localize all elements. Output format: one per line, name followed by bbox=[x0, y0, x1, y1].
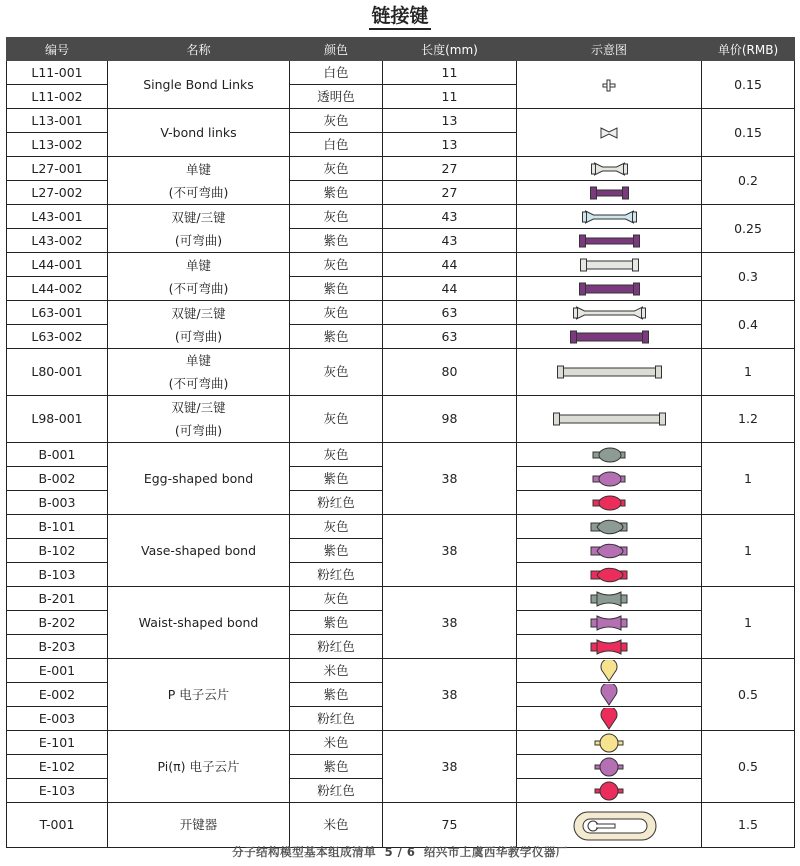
item-color: 白色 bbox=[290, 61, 383, 85]
item-name bbox=[108, 515, 290, 587]
item-length: 38 bbox=[383, 587, 517, 659]
item-diagram bbox=[517, 683, 702, 707]
table-row bbox=[7, 253, 795, 277]
item-length: 98 bbox=[383, 396, 517, 443]
item-code: E-002 bbox=[7, 683, 108, 707]
item-color: 紫色 bbox=[290, 325, 383, 349]
item-code: L27-001 bbox=[7, 157, 108, 181]
item-color: 紫色 bbox=[290, 229, 383, 253]
item-name-line: (可弯曲) bbox=[174, 232, 223, 248]
item-diagram bbox=[517, 325, 702, 349]
item-color: 灰色 bbox=[290, 253, 383, 277]
item-code: L11-002 bbox=[7, 85, 108, 109]
item-length: 27 bbox=[383, 181, 517, 205]
item-code: L44-002 bbox=[7, 277, 108, 301]
item-price: 0.5 bbox=[702, 659, 795, 731]
item-name bbox=[108, 587, 290, 659]
p-orbital-purple-icon bbox=[517, 684, 702, 706]
bond-purple-44-icon bbox=[517, 278, 702, 300]
item-code: E-001 bbox=[7, 659, 108, 683]
item-price: 0.25 bbox=[702, 205, 795, 253]
item-diagram bbox=[517, 181, 702, 205]
item-name-line: 双键/三键 bbox=[171, 305, 226, 321]
item-diagram bbox=[517, 301, 702, 325]
item-color: 灰色 bbox=[290, 205, 383, 229]
item-length: 11 bbox=[383, 61, 517, 85]
item-length: 43 bbox=[383, 229, 517, 253]
item-color: 紫色 bbox=[290, 181, 383, 205]
bond-grey-27-icon bbox=[517, 158, 702, 180]
item-diagram bbox=[517, 61, 702, 109]
item-length: 38 bbox=[383, 443, 517, 515]
waist-bond-grey-icon bbox=[517, 588, 702, 610]
item-color: 灰色 bbox=[290, 109, 383, 133]
item-price: 0.2 bbox=[702, 157, 795, 205]
item-code: L44-001 bbox=[7, 253, 108, 277]
table-row bbox=[7, 109, 795, 133]
item-length: 13 bbox=[383, 133, 517, 157]
egg-bond-purple-icon bbox=[517, 468, 702, 490]
waist-bond-purple-icon bbox=[517, 612, 702, 634]
item-code: B-003 bbox=[7, 491, 108, 515]
vase-bond-pink-icon bbox=[517, 564, 702, 586]
item-length: 44 bbox=[383, 253, 517, 277]
item-code: L13-001 bbox=[7, 109, 108, 133]
item-code: B-103 bbox=[7, 563, 108, 587]
bond-grey-44-icon bbox=[517, 254, 702, 276]
item-name bbox=[108, 443, 290, 515]
item-diagram bbox=[517, 539, 702, 563]
item-length: 43 bbox=[383, 205, 517, 229]
item-diagram bbox=[517, 491, 702, 515]
bond-grey-80-icon bbox=[517, 361, 702, 383]
table-row bbox=[7, 587, 795, 611]
table-header-row bbox=[7, 38, 795, 61]
item-name-line: 单键 bbox=[185, 353, 211, 368]
item-color: 粉红色 bbox=[290, 491, 383, 515]
item-name-line: 双键/三键 bbox=[171, 209, 226, 225]
item-diagram bbox=[517, 157, 702, 181]
item-diagram bbox=[517, 635, 702, 659]
item-color: 紫色 bbox=[290, 277, 383, 301]
vase-bond-purple-icon bbox=[517, 540, 702, 562]
item-code: B-002 bbox=[7, 467, 108, 491]
tiny-bond-white-icon bbox=[517, 74, 702, 96]
item-name-line: (不可弯曲) bbox=[168, 376, 229, 391]
item-diagram bbox=[517, 563, 702, 587]
item-diagram bbox=[517, 515, 702, 539]
item-name bbox=[108, 349, 290, 396]
item-color: 紫色 bbox=[290, 755, 383, 779]
item-price: 1 bbox=[702, 587, 795, 659]
item-color: 紫色 bbox=[290, 467, 383, 491]
item-color: 灰色 bbox=[290, 349, 383, 396]
table-row bbox=[7, 349, 795, 396]
item-length: 63 bbox=[383, 325, 517, 349]
bond-opener-tool-icon bbox=[517, 805, 702, 845]
item-price: 0.15 bbox=[702, 109, 795, 157]
bond-grey-98-icon bbox=[517, 408, 702, 430]
item-name bbox=[108, 205, 290, 253]
item-name-line: 单键 bbox=[185, 161, 211, 177]
table-row bbox=[7, 515, 795, 539]
item-length: 27 bbox=[383, 157, 517, 181]
item-name bbox=[108, 301, 290, 349]
bond-purple-63-icon bbox=[517, 326, 702, 348]
item-diagram bbox=[517, 659, 702, 683]
item-code: L13-002 bbox=[7, 133, 108, 157]
item-length: 38 bbox=[383, 659, 517, 731]
item-diagram bbox=[517, 731, 702, 755]
header-name: 名称 bbox=[108, 38, 290, 61]
item-length: 75 bbox=[383, 803, 517, 848]
item-code: L80-001 bbox=[7, 349, 108, 396]
item-code: E-102 bbox=[7, 755, 108, 779]
item-code: B-202 bbox=[7, 611, 108, 635]
item-code: L43-001 bbox=[7, 205, 108, 229]
table-row bbox=[7, 61, 795, 85]
item-color: 粉红色 bbox=[290, 707, 383, 731]
header-price: 单价(RMB) bbox=[702, 38, 795, 61]
item-color: 灰色 bbox=[290, 587, 383, 611]
item-code: B-201 bbox=[7, 587, 108, 611]
item-color: 粉红色 bbox=[290, 779, 383, 803]
pi-orbital-purple-icon bbox=[517, 756, 702, 778]
item-price: 0.5 bbox=[702, 731, 795, 803]
item-name-line: (不可弯曲) bbox=[168, 280, 229, 296]
item-name-line: 双键/三键 bbox=[171, 400, 226, 415]
item-color: 灰色 bbox=[290, 301, 383, 325]
item-price: 0.15 bbox=[702, 61, 795, 109]
item-length: 11 bbox=[383, 85, 517, 109]
item-length: 38 bbox=[383, 731, 517, 803]
item-diagram bbox=[517, 467, 702, 491]
item-name-line: (可弯曲) bbox=[174, 328, 223, 344]
bond-blue-43-icon bbox=[517, 206, 702, 228]
item-color: 灰色 bbox=[290, 157, 383, 181]
item-color: 灰色 bbox=[290, 515, 383, 539]
item-price: 1 bbox=[702, 443, 795, 515]
table-row bbox=[7, 731, 795, 755]
item-length: 63 bbox=[383, 301, 517, 325]
item-color: 米色 bbox=[290, 803, 383, 848]
item-price: 0.3 bbox=[702, 253, 795, 301]
table-row bbox=[7, 659, 795, 683]
item-price: 1.2 bbox=[702, 396, 795, 443]
item-color: 紫色 bbox=[290, 539, 383, 563]
table-row bbox=[7, 205, 795, 229]
footer-manufacturer: 绍兴市上虞西华教学仪器厂 bbox=[423, 845, 568, 859]
header-length: 长度(mm) bbox=[383, 38, 517, 61]
egg-bond-pink-icon bbox=[517, 492, 702, 514]
item-diagram bbox=[517, 229, 702, 253]
table-row bbox=[7, 157, 795, 181]
header-color: 颜色 bbox=[290, 38, 383, 61]
bond-grey-63-icon bbox=[517, 302, 702, 324]
item-length: 80 bbox=[383, 349, 517, 396]
item-price: 0.4 bbox=[702, 301, 795, 349]
item-name bbox=[108, 731, 290, 803]
item-code: E-103 bbox=[7, 779, 108, 803]
item-name-line: Vase-shaped bond bbox=[140, 542, 257, 558]
item-color: 灰色 bbox=[290, 396, 383, 443]
item-name-line: P 电子云片 bbox=[167, 686, 230, 702]
p-orbital-cream-icon bbox=[517, 660, 702, 682]
item-code: T-001 bbox=[7, 803, 108, 848]
item-color: 米色 bbox=[290, 659, 383, 683]
item-diagram bbox=[517, 253, 702, 277]
item-code: L27-002 bbox=[7, 181, 108, 205]
item-name bbox=[108, 61, 290, 109]
header-diagram: 示意图 bbox=[517, 38, 702, 61]
p-orbital-pink-icon bbox=[517, 708, 702, 730]
item-code: B-101 bbox=[7, 515, 108, 539]
waist-bond-pink-icon bbox=[517, 636, 702, 658]
footer bbox=[0, 844, 800, 860]
pi-orbital-pink-icon bbox=[517, 780, 702, 802]
item-color: 紫色 bbox=[290, 611, 383, 635]
item-length: 38 bbox=[383, 515, 517, 587]
item-name-line: Single Bond Links bbox=[143, 76, 254, 92]
item-length: 44 bbox=[383, 277, 517, 301]
item-diagram bbox=[517, 349, 702, 396]
table-row bbox=[7, 803, 795, 848]
table-row bbox=[7, 396, 795, 443]
item-code: L63-001 bbox=[7, 301, 108, 325]
pi-orbital-cream-icon bbox=[517, 732, 702, 754]
item-name-line: V-bond links bbox=[160, 124, 237, 140]
item-diagram bbox=[517, 587, 702, 611]
tiny-vbond-icon bbox=[517, 122, 702, 144]
item-code: L11-001 bbox=[7, 61, 108, 85]
item-name bbox=[108, 253, 290, 301]
vase-bond-grey-icon bbox=[517, 516, 702, 538]
item-diagram bbox=[517, 755, 702, 779]
item-diagram bbox=[517, 707, 702, 731]
item-name bbox=[108, 396, 290, 443]
item-price: 1 bbox=[702, 515, 795, 587]
item-price: 1.5 bbox=[702, 803, 795, 848]
item-diagram bbox=[517, 277, 702, 301]
item-color: 灰色 bbox=[290, 443, 383, 467]
item-code: L63-002 bbox=[7, 325, 108, 349]
table-row bbox=[7, 301, 795, 325]
item-price: 1 bbox=[702, 349, 795, 396]
item-name bbox=[108, 109, 290, 157]
item-length: 13 bbox=[383, 109, 517, 133]
item-name-line: Pi(π) 电子云片 bbox=[157, 758, 240, 774]
item-code: B-001 bbox=[7, 443, 108, 467]
item-code: L98-001 bbox=[7, 396, 108, 443]
item-code: B-203 bbox=[7, 635, 108, 659]
item-color: 粉红色 bbox=[290, 635, 383, 659]
header-code: 编号 bbox=[7, 38, 108, 61]
item-color: 粉红色 bbox=[290, 563, 383, 587]
item-color: 白色 bbox=[290, 133, 383, 157]
item-diagram bbox=[517, 803, 702, 848]
page-title: 链接键 bbox=[0, 4, 800, 30]
item-name-line: 单键 bbox=[185, 257, 211, 273]
item-color: 透明色 bbox=[290, 85, 383, 109]
item-code: B-102 bbox=[7, 539, 108, 563]
item-color: 米色 bbox=[290, 731, 383, 755]
item-name bbox=[108, 803, 290, 848]
item-name-line: Egg-shaped bond bbox=[143, 470, 254, 486]
item-diagram bbox=[517, 396, 702, 443]
table-row bbox=[7, 443, 795, 467]
footer-catalog-title: 分子结构模型基本组成清单 bbox=[232, 845, 377, 859]
item-diagram bbox=[517, 443, 702, 467]
item-code: L43-002 bbox=[7, 229, 108, 253]
item-code: E-003 bbox=[7, 707, 108, 731]
item-color: 紫色 bbox=[290, 683, 383, 707]
item-name-line: 开键器 bbox=[179, 817, 218, 832]
bond-purple-27-icon bbox=[517, 182, 702, 204]
item-name-line: Waist-shaped bond bbox=[138, 614, 259, 630]
item-name-line: (可弯曲) bbox=[174, 423, 223, 438]
item-name bbox=[108, 659, 290, 731]
item-code: E-101 bbox=[7, 731, 108, 755]
item-diagram bbox=[517, 205, 702, 229]
bond-catalog-table bbox=[6, 37, 795, 848]
item-diagram bbox=[517, 109, 702, 157]
bond-purple-43-icon bbox=[517, 230, 702, 252]
item-diagram bbox=[517, 779, 702, 803]
egg-bond-grey-icon bbox=[517, 444, 702, 466]
footer-page-number: 5 / 6 bbox=[384, 845, 416, 859]
item-diagram bbox=[517, 611, 702, 635]
item-name-line: (不可弯曲) bbox=[168, 184, 229, 200]
item-name bbox=[108, 157, 290, 205]
